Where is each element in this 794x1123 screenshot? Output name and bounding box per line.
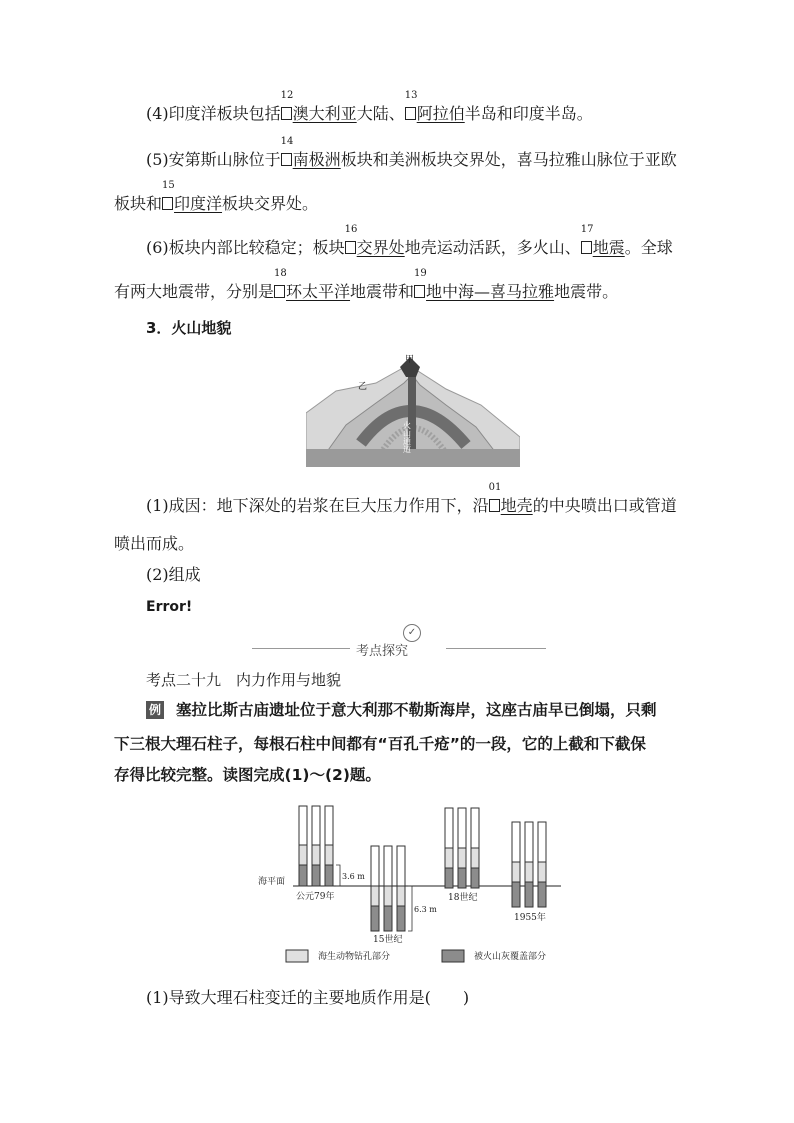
item-4-prefix: (4)印度洋板块包括 [146, 104, 281, 123]
answer-blank-13: 13 阿拉伯 [404, 90, 465, 123]
item-6-line2: 有两大地震带，分别是 18 环太平洋地震带和 19 地中海—喜马拉雅地震带。 [114, 268, 619, 301]
pillars-79 [299, 806, 333, 886]
answer-blank-18: 18 环太平洋 [274, 268, 351, 301]
blank-box-icon [281, 153, 292, 166]
blank-box-icon [405, 107, 416, 120]
item-6-line1: (6)板块内部比较稳定；板块 16 交界处地壳运动活跃，多火山、 17 地震。全球 [146, 224, 673, 257]
check-badge-icon: ✓ [403, 624, 421, 642]
legend-borehole: 海生动物钻孔部分 [318, 952, 391, 962]
legend-swatch-borehole [286, 950, 308, 962]
volcano-diagram [306, 353, 520, 467]
answer-blank-19: 19 地中海—喜马拉雅 [414, 268, 555, 301]
cause-line1: (1)成因：地下深处的岩浆在巨大压力作用下，沿 01 地壳的中央喷出口或管道 [146, 482, 677, 515]
cause-line2: 喷出而成。 [114, 534, 195, 553]
example-badge: 例 [146, 701, 164, 719]
label-yi: 乙 [358, 382, 368, 392]
divider-label: 考点探究 [356, 644, 409, 659]
example-line3: 存得比较完整。读图完成(1)～(2)题。 [114, 766, 381, 784]
example-line1: 例 塞拉比斯古庙遗址位于意大利那不勒斯海岸，这座古庙早已倒塌，只剩 [146, 700, 657, 720]
item-4: (4)印度洋板块包括 12 澳大利亚大陆、 13 阿拉伯半岛和印度半岛。 [146, 90, 593, 123]
dim-3-6: 3.6 m [342, 872, 365, 881]
answer-blank-01: 01 地壳 [488, 482, 533, 515]
pillar-diagram [256, 800, 566, 968]
group-label-15c: 15世纪 [373, 935, 403, 945]
divider-left [252, 648, 350, 649]
section-heading: 3．火山地貌 [146, 319, 232, 337]
legend-swatch-ash [442, 950, 464, 962]
blank-box-icon [281, 107, 292, 120]
blank-box-icon [274, 285, 285, 298]
composition-label: (2)组成 [146, 565, 201, 584]
label-vent: 火山通道 [402, 421, 412, 453]
blank-box-icon [581, 241, 592, 254]
legend-ash: 被火山灰覆盖部分 [474, 952, 547, 962]
label-jia: 甲 [405, 355, 415, 365]
blank-box-icon [162, 197, 173, 210]
pillars-18c [445, 808, 479, 888]
group-label-79: 公元79年 [296, 892, 335, 902]
answer-blank-15: 15 印度洋 [162, 180, 223, 213]
sea-level-label: 海平面 [258, 877, 286, 887]
dim-6-3: 6.3 m [414, 905, 437, 914]
divider-right [446, 648, 546, 649]
answer-blank-14: 14 南极洲 [280, 136, 341, 169]
item-5-line1: (5)安第斯山脉位于 14 南极洲板块和美洲板块交界处，喜马拉雅山脉位于亚欧 [146, 136, 677, 169]
blank-box-icon [345, 241, 356, 254]
answer-blank-16: 16 交界处 [344, 224, 405, 257]
item-5-line2: 板块和 15 印度洋板块交界处。 [114, 180, 319, 213]
error-text: Error! [146, 599, 193, 615]
answer-blank-12: 12 澳大利亚 [280, 90, 357, 123]
blank-box-icon [414, 285, 425, 298]
topic-title: 考点二十九 内力作用与地貌 [146, 671, 342, 689]
answer-blank-17: 17 地震 [580, 224, 625, 257]
pillars-1955 [512, 822, 546, 907]
question-1: (1)导致大理石柱变迁的主要地质作用是( ) [146, 988, 470, 1007]
group-label-1955: 1955年 [514, 913, 546, 923]
group-label-18c: 18世纪 [448, 893, 478, 903]
pillars-15c [371, 846, 405, 931]
example-line2: 下三根大理石柱子，每根石柱中间都有“百孔千疮”的一段，它的上截和下截保 [114, 735, 646, 753]
blank-box-icon [489, 499, 500, 512]
